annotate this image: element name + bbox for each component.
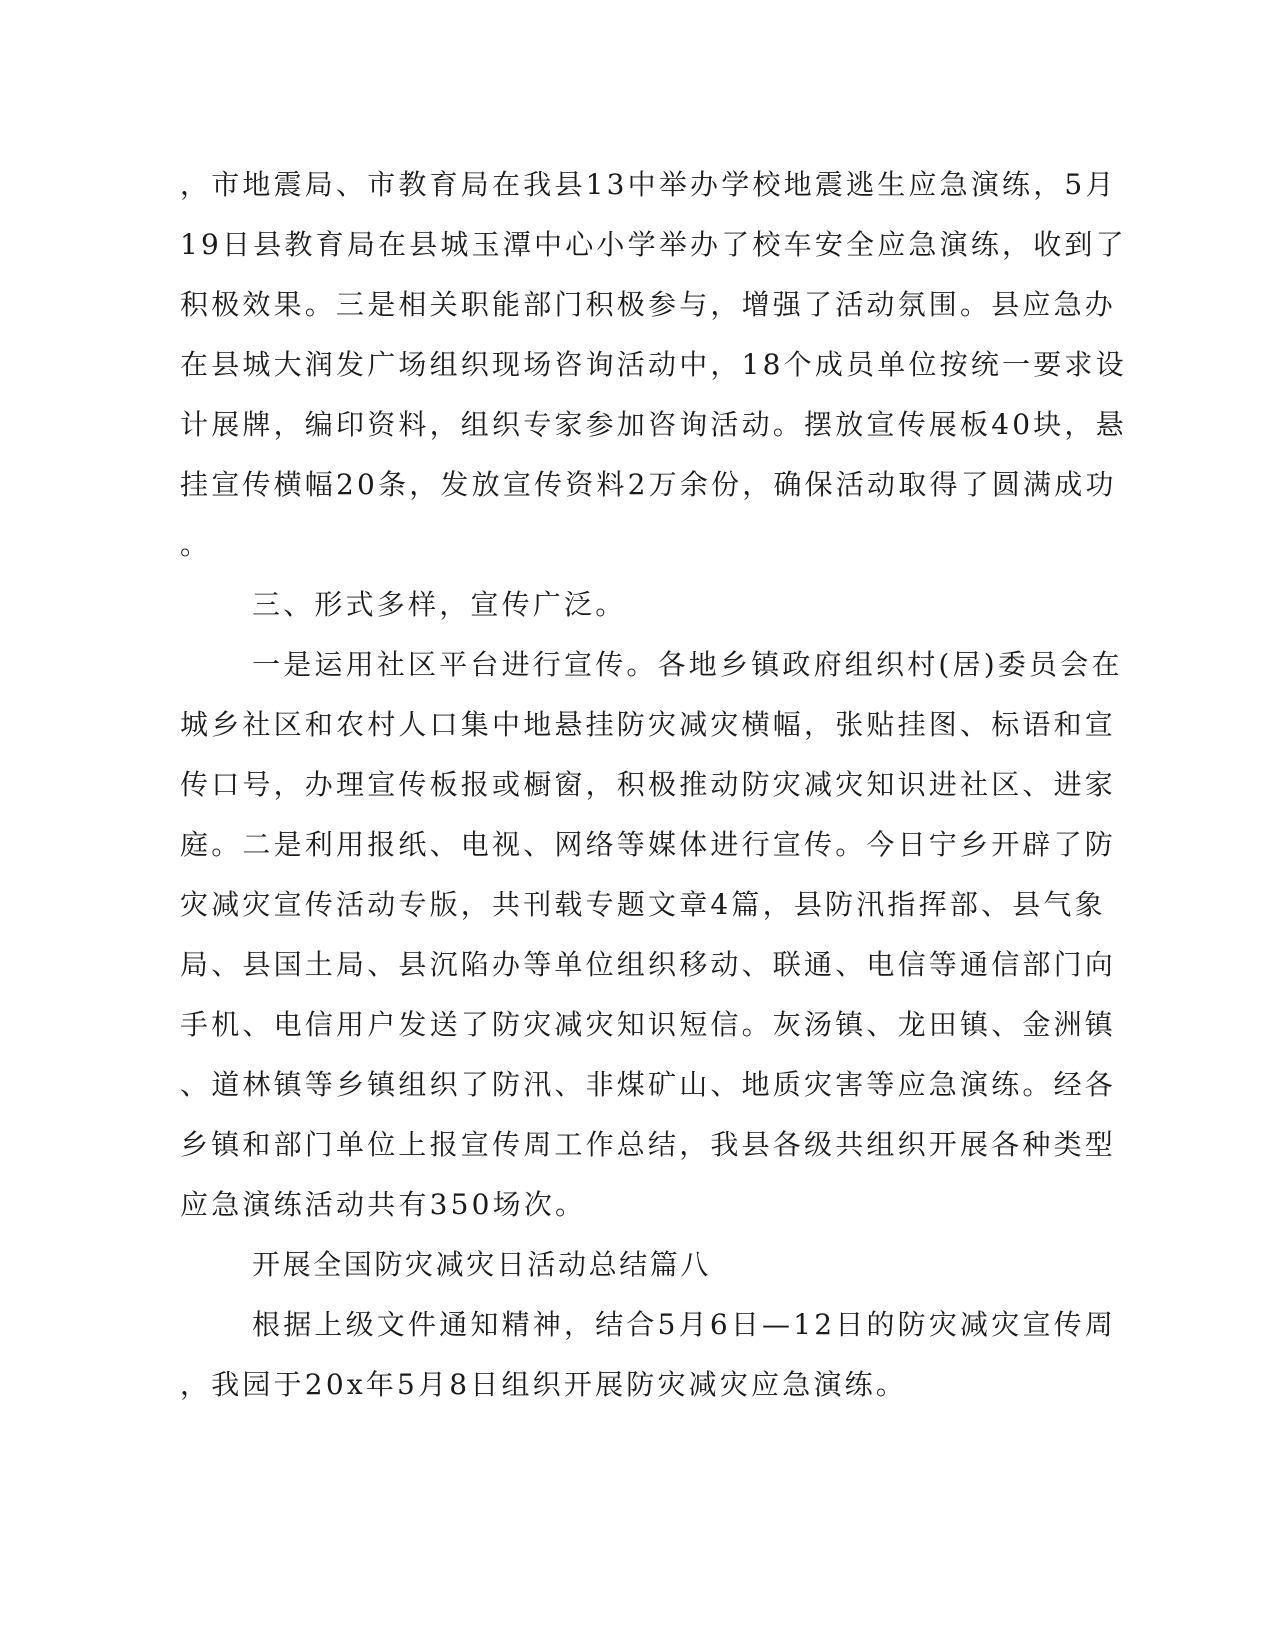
text-line: 。 xyxy=(180,528,212,561)
article-title: 开展全国防灾减灾日活动总结篇八 xyxy=(252,1248,712,1281)
text-line: 在县城大润发广场组织现场咨询活动中，18个成员单位按统一要求设 xyxy=(180,348,1127,381)
text-line: 、道林镇等乡镇组织了防汛、非煤矿山、地质灾害等应急演练。经各 xyxy=(180,1068,1117,1101)
text-line: 城乡社区和农村人口集中地悬挂防灾减灾横幅，张贴挂图、标语和宣 xyxy=(180,708,1117,741)
text-line: 乡镇和部门单位上报宣传周工作总结，我县各级共组织开展各种类型 xyxy=(180,1128,1117,1161)
paragraph-start: 根据上级文件通知精神，结合5月6日—12日的防灾减灾宣传周 xyxy=(252,1308,1117,1341)
text-line: ，市地震局、市教育局在我县13中举办学校地震逃生应急演练，5月 xyxy=(180,168,1117,201)
text-line: 灾减灾宣传活动专版，共刊载专题文章4篇，县防汛指挥部、县气象 xyxy=(180,888,1106,921)
text-line: 庭。二是利用报纸、电视、网络等媒体进行宣传。今日宁乡开辟了防 xyxy=(180,828,1117,861)
text-line: 挂宣传横幅20条，发放宣传资料2万余份，确保活动取得了圆满成功 xyxy=(180,468,1117,501)
text-line: 手机、电信用户发送了防灾减灾知识短信。灰汤镇、龙田镇、金洲镇 xyxy=(180,1008,1117,1041)
document-body xyxy=(180,155,1127,1415)
section-heading: 三、形式多样，宣传广泛。 xyxy=(252,588,627,621)
text-line: ，我园于20x年5月8日组织开展防灾减灾应急演练。 xyxy=(180,1368,908,1401)
text-line: 传口号，办理宣传板报或橱窗，积极推动防灾减灾知识进社区、进家 xyxy=(180,768,1117,801)
text-line: 局、县国土局、县沉陷办等单位组织移动、联通、电信等通信部门向 xyxy=(180,948,1117,981)
text-line: 积极效果。三是相关职能部门积极参与，增强了活动氛围。县应急办 xyxy=(180,288,1117,321)
text-line: 应急演练活动共有350场次。 xyxy=(180,1188,587,1221)
text-line: 19日县教育局在县城玉潭中心小学举办了校车安全应急演练，收到了 xyxy=(180,228,1127,261)
paragraph-start: 一是运用社区平台进行宣传。各地乡镇政府组织村(居)委员会在 xyxy=(252,648,1123,681)
text-line: 计展牌，编印资料，组织专家参加咨询活动。摆放宣传展板40块，悬 xyxy=(180,408,1127,441)
